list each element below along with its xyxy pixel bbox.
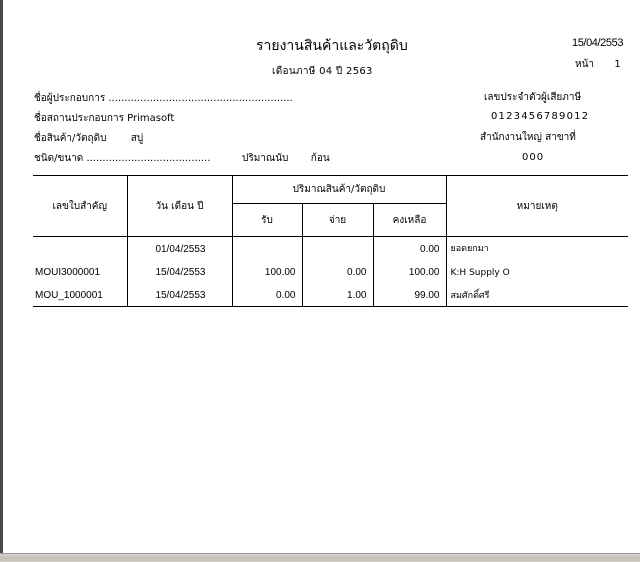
operator-name: ชื่อผู้ประกอบการ .......................................................... [34, 93, 293, 104]
unit-label: ปริมาณนับ [242, 153, 289, 164]
unit-row [242, 154, 330, 164]
report-title: รายงานสินค้าและวัตถุดิบ [256, 38, 408, 54]
cell-doc-no: MOUI3000001 [35, 267, 101, 278]
cell-date: 15/04/2553 [127, 261, 232, 285]
cell-remark: สมศักดิ์ศรี [446, 285, 628, 307]
cell-issued [302, 237, 373, 261]
cell-remark: ยอดยกมา [446, 237, 628, 261]
product-row [34, 134, 143, 144]
cell-remark: K:H Supply O [446, 261, 628, 285]
stock-table [33, 175, 628, 307]
product-value: สบู่ [130, 133, 144, 144]
cell-balance: 0.00 [373, 237, 446, 261]
cell-balance: 99.00 [373, 285, 446, 307]
header-doc-no: เลขใบสำคัญ [33, 176, 127, 237]
header-received: รับ [232, 204, 302, 237]
taxid-label: เลขประจำตัวผู้เสียภาษี [484, 92, 582, 103]
header-remark: หมายเหตุ [446, 176, 628, 237]
table-row [33, 261, 628, 285]
page-label: หน้า [575, 59, 595, 70]
header-issued: จ่าย [302, 204, 373, 237]
table-row [33, 237, 628, 261]
cell-issued: 0.00 [302, 261, 373, 285]
window-left-border [0, 0, 3, 561]
report-subtitle: เดือนภาษี 04 ปี 2563 [272, 66, 373, 77]
table-row [33, 285, 628, 307]
type-size: ชนิด/ขนาด ....................................... [34, 153, 211, 164]
window-bottom-bar-inner [0, 556, 640, 561]
cell-received: 0.00 [232, 285, 302, 307]
business-name: ชื่อสถานประกอบการ Primasoft [34, 113, 175, 124]
header-balance: คงเหลือ [373, 204, 446, 237]
header-date: วัน เดือน ปี [127, 176, 232, 237]
cell-received [232, 237, 302, 261]
header-qty-group: ปริมาณสินค้า/วัตถุดิบ [232, 176, 446, 204]
cell-received: 100.00 [232, 261, 302, 285]
product-label: ชื่อสินค้า/วัตถุดิบ [34, 133, 107, 144]
page-value: 1 [614, 59, 621, 70]
unit-value: ก้อน [310, 153, 330, 164]
cell-doc-no [33, 237, 127, 261]
taxid-value: 0123456789012 [491, 111, 590, 122]
office-label: สำนักงานใหญ่ สาขาที่ [480, 132, 576, 143]
cell-date: 01/04/2553 [127, 237, 232, 261]
cell-issued: 1.00 [302, 285, 373, 307]
page-number [575, 60, 621, 70]
cell-date: 15/04/2553 [127, 285, 232, 307]
cell-doc-no: MOU_1000001 [33, 285, 127, 307]
print-date: 15/04/2553 [572, 37, 624, 49]
cell-balance: 100.00 [373, 261, 446, 285]
branch-value: 000 [522, 152, 545, 163]
